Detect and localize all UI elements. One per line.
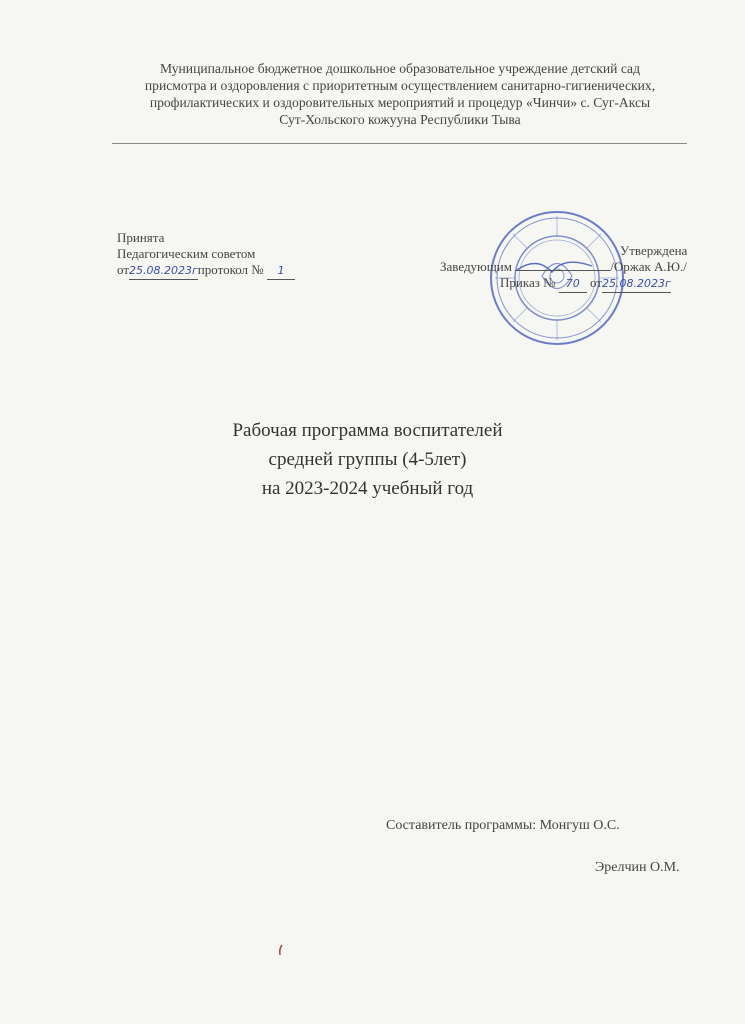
- header-line-1: Муниципальное бюджетное дошкольное образовательное учреждение детский сад: [159, 61, 640, 76]
- title-line-2: средней группы (4-5лет): [268, 449, 467, 470]
- approved-date: 25.08.2023г: [602, 276, 671, 293]
- head-name: /Оржак А.Ю./: [610, 259, 687, 274]
- order-line: [440, 275, 715, 293]
- accepted-date-line: [117, 262, 295, 280]
- head-label: Заведующим: [440, 259, 512, 274]
- header-line-2: присмотра и оздоровления с приоритетным осуществлением санитарно-гигиенических,: [144, 78, 656, 93]
- document-title: [150, 416, 585, 503]
- accepted-label: Принята: [117, 230, 165, 245]
- accepted-date: 25.08.2023г: [129, 263, 198, 280]
- approved-from-label: от: [590, 275, 603, 290]
- header-line-4: Сут-Хольского кожууна Республики Тыва: [279, 112, 521, 127]
- approved-block: [440, 243, 715, 293]
- program-author-2: Эрелчин О.М.: [595, 860, 680, 875]
- protocol-number: 1: [267, 263, 295, 280]
- order-number: 70: [559, 276, 587, 293]
- accepted-from-label: от: [117, 262, 130, 277]
- head-line: [440, 259, 715, 275]
- header-line-3: профилактических и оздоровительных мероприятий и процедур «Чинчи» с. Суг-Аксы: [149, 95, 651, 110]
- title-line-1: Рабочая программа воспитателей: [232, 420, 503, 441]
- institution-header: [110, 60, 690, 128]
- pedagogical-council-label: Педагогическим советом: [117, 246, 256, 261]
- program-author: Составитель программы: Монгуш О.С.: [386, 818, 620, 833]
- accepted-block: [117, 230, 295, 280]
- protocol-label: протокол №: [197, 262, 264, 277]
- title-line-3: на 2023-2024 учебный год: [261, 478, 474, 499]
- header-divider: [112, 143, 687, 144]
- approved-label: Утверждена: [620, 243, 688, 258]
- ink-mark-icon: [278, 944, 284, 956]
- order-label: Приказ №: [500, 275, 556, 290]
